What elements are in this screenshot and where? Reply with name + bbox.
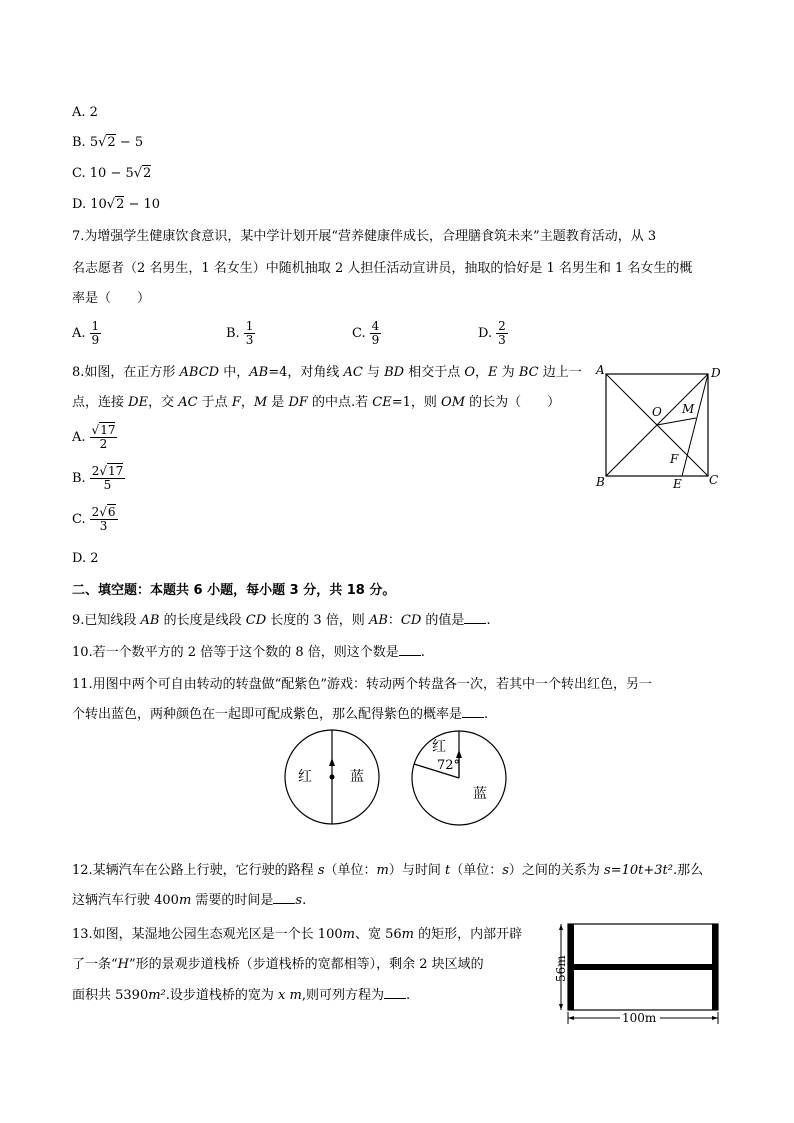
q12-answer-blank[interactable]: [273, 903, 295, 904]
q8-text-line2: 点，连接 DE，交 AC 于点 F，M 是 DF 的中点.若 CE=1，则 OM 的长为（ ）: [72, 395, 561, 410]
q6-option-c: C. 10 − 5√2: [72, 166, 152, 181]
section2-header: 二、填空题：本题共 6 小题，每小题 3 分，共 18 分。: [72, 583, 396, 598]
label-m: M: [682, 402, 695, 416]
label-d: D: [711, 366, 721, 380]
q7-text-line1: 7.为增强学生健康饮食意识，某中学计划开展“营养健康伴成长，合理膳食筑未来”主题教育活动，从 3: [72, 229, 657, 244]
spinner-right-blue-label: 蓝: [473, 786, 487, 802]
q7-option-a: A. $\frac{1}{9}$: [72, 319, 100, 347]
spinner-left-blue-label: 蓝: [350, 769, 364, 785]
label-a: A: [596, 363, 605, 377]
label-o: O: [652, 405, 662, 419]
q8-option-c: C. $\frac{2√6}{3}$: [72, 505, 116, 533]
q11-text-line2: 个转出蓝色，两种颜色在一起即可配成紫色，那么配得紫色的概率是 .: [72, 707, 489, 722]
q13-text-line3: 面积共 5390m².设步道栈桥的宽为 x m,则可列方程为 .: [72, 988, 411, 1003]
bridge-middle-bar: [568, 964, 718, 970]
label-c: C: [709, 473, 719, 487]
q6-option-a: A. 2: [72, 105, 98, 120]
spinner-right-angle: 72°: [437, 758, 461, 773]
height-label: 56m: [554, 955, 568, 982]
label-e: E: [673, 477, 682, 491]
q12-text-line2: 这辆汽车行驶 400m 需要的时间是 s.: [72, 893, 307, 908]
q6-option-d: D. 10√2 − 10: [72, 197, 161, 212]
q10-text: 10.若一个数平方的 2 倍等于这个数的 8 倍，则这个数是 .: [72, 645, 425, 660]
q10-answer-blank[interactable]: [399, 655, 421, 656]
q6-option-b: B. 5√2 − 5: [72, 135, 144, 150]
spinner-right-red-label: 红: [432, 739, 446, 755]
q9-answer-blank[interactable]: [464, 623, 486, 624]
spinner-left: [282, 728, 382, 828]
park-figure: [548, 918, 726, 1028]
spinner-right: [410, 728, 510, 828]
q8-option-a: A. $\frac{√17}{2}$: [72, 423, 116, 451]
q8-option-d: D. 2: [72, 551, 99, 566]
q7-option-c: C. $\frac{4}{9}$: [352, 319, 380, 347]
spinner-left-red-label: 红: [298, 769, 312, 785]
label-b: B: [596, 475, 605, 489]
q13-text-line2: 了一条“H”形的景观步道栈桥（步道栈桥的宽都相等），剩余 2 块区域的: [72, 957, 484, 972]
q9-text: 9.已知线段 AB 的长度是线段 CD 长度的 3 倍，则 AB：CD 的值是 .: [72, 613, 491, 628]
width-label: 100m: [622, 1011, 657, 1025]
q7-option-d: D. $\frac{2}{3}$: [478, 319, 506, 347]
q8-text-line1: 8.如图，在正方形 ABCD 中，AB=4，对角线 AC 与 BD 相交于点 O，E 为 BC 边上一: [72, 365, 582, 380]
q8-option-b: B. $\frac{2√17}{5}$: [72, 464, 124, 492]
q12-text-line1: 12.某辆汽车在公路上行驶，它行驶的路程 s（单位：m）与时间 t（单位：s）之间的关系为 s=10t+3t².那么: [72, 863, 704, 878]
q7-text-line3: 率是（ ）: [72, 291, 151, 306]
q13-answer-blank[interactable]: [384, 998, 406, 999]
q7-text-line2: 名志愿者（2 名男生，1 名女生）中随机抽取 2 人担任活动宣讲员，抽取的恰好是 1 名男生和 1 名女生的概: [72, 261, 693, 276]
segment-de: [682, 374, 708, 476]
q13-text-line1: 13.如图，某湿地公园生态观光区是一个长 100m、宽 56m 的矩形，内部开辟: [72, 927, 523, 942]
q7-option-b: B. $\frac{1}{3}$: [226, 319, 254, 347]
label-f: F: [670, 452, 679, 466]
q11-text-line1: 11.用图中两个可自由转动的转盘做“配紫色”游戏：转动两个转盘各一次，若其中一个转出红色，另一: [72, 677, 652, 692]
square-figure: [590, 360, 725, 492]
q11-answer-blank[interactable]: [462, 717, 484, 718]
